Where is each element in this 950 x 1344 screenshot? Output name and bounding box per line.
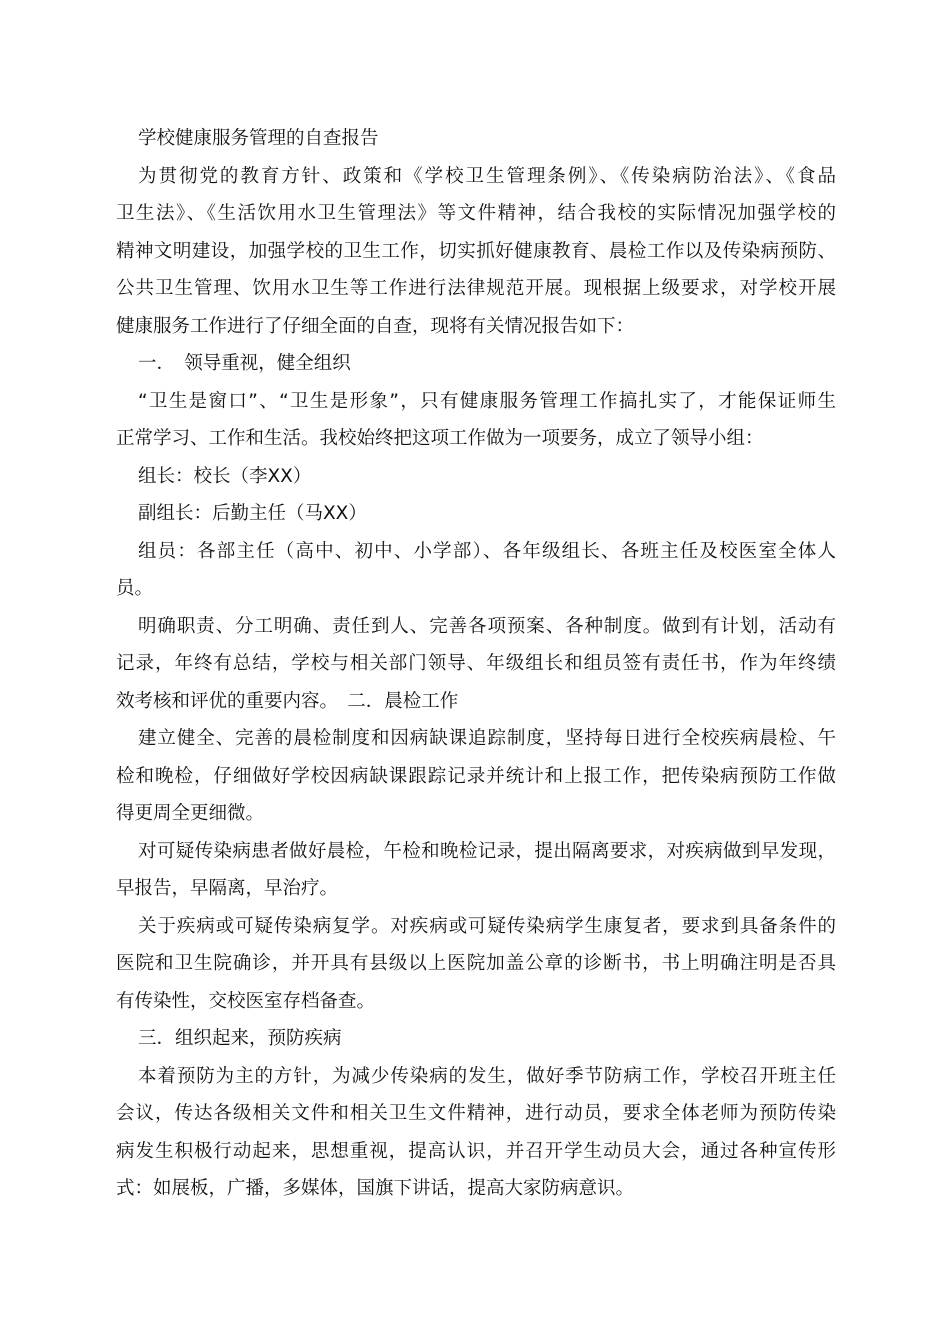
paragraph-line: 得更周全更细微。 [116, 803, 265, 824]
paragraph-line: 正常学习、工作和生活。我校始终把这项工作做为一项要务，成立了领导小组： [116, 428, 764, 449]
deputy-leader-line: 副组长：后勤主任（马XX） [138, 503, 367, 524]
intro-line: 卫生法》、《生活饮用水卫生管理法》等文件精神，结合我校的实际情况加强学校的 [116, 203, 836, 224]
paragraph-line: 早报告，早隔离，早治疗。 [116, 878, 339, 899]
paragraph-line: 明确职责、分工明确、责任到人、完善各项预案、各种制度。做到有计划，活动有 [138, 615, 836, 637]
paragraph-line-with-section-heading-2: 效考核和评优的重要内容。 二．晨检工作 [116, 690, 459, 712]
paragraph-line: 检和晚检，仔细做好学校因病缺课跟踪记录并统计和上报工作，把传染病预防工作做 [116, 765, 836, 787]
document-page [116, 120, 836, 1208]
paragraph-line: 建立健全、完善的晨检制度和因病缺课追踪制度，坚持每日进行全校疾病晨检、午 [138, 728, 836, 749]
intro-line: 健康服务工作进行了仔细全面的自查，现将有关情况报告如下： [116, 315, 635, 337]
paragraph-line: 本着预防为主的方针，为减少传染病的发生，做好季节防病工作，学校召开班主任 [138, 1065, 836, 1087]
intro-line: 精神文明建设，加强学校的卫生工作，切实抓好健康教育、晨检工作以及传染病预防、 [116, 240, 836, 262]
members-line: 组员：各部主任（高中、初中、小学部）、各年级组长、各班主任及校医室全体人 [138, 540, 836, 562]
paragraph-line: 对可疑传染病患者做好晨检，午检和晚检记录，提出隔离要求，对疾病做到早发现， [138, 840, 836, 862]
paragraph-line: 式：如展板，广播，多媒体，国旗下讲话，提高大家防病意识。 [116, 1178, 635, 1199]
paragraph-line: 关于疾病或可疑传染病复学。对疾病或可疑传染病学生康复者，要求到具备条件的 [138, 915, 836, 937]
paragraph-line: 病发生积极行动起来，思想重视，提高认识，并召开学生动员大会，通过各种宣传形 [116, 1140, 836, 1162]
paragraph-line: “卫生是窗口”、“卫生是形象”，只有健康服务管理工作搞扎实了，才能保证师生 [138, 390, 836, 412]
paragraph-line: 有传染性，交校医室存档备查。 [116, 990, 376, 1012]
paragraph-line: 会议，传达各级相关文件和相关卫生文件精神，进行动员，要求全体老师为预防传染 [116, 1103, 836, 1124]
members-line: 员。 [116, 578, 154, 599]
section-heading-1: 一． 领导重视，健全组织 [138, 353, 351, 374]
intro-line: 为贯彻党的教育方针、政策和《学校卫生管理条例》、《传染病防治法》、《食品 [138, 165, 836, 187]
intro-line: 公共卫生管理、饮用水卫生等工作进行法律规范开展。现根据上级要求，对学校开展 [116, 278, 836, 299]
document-title: 学校健康服务管理的自查报告 [138, 128, 379, 149]
paragraph-line: 记录，年终有总结，学校与相关部门领导、年级组长和组员签有责任书，作为年终绩 [116, 653, 836, 674]
section-heading-3: 三．组织起来，预防疾病 [138, 1028, 342, 1049]
leader-line: 组长：校长（李XX） [138, 465, 312, 487]
paragraph-line: 医院和卫生院确诊，并开具有县级以上医院加盖公章的诊断书，书上明确注明是否具 [116, 953, 836, 974]
